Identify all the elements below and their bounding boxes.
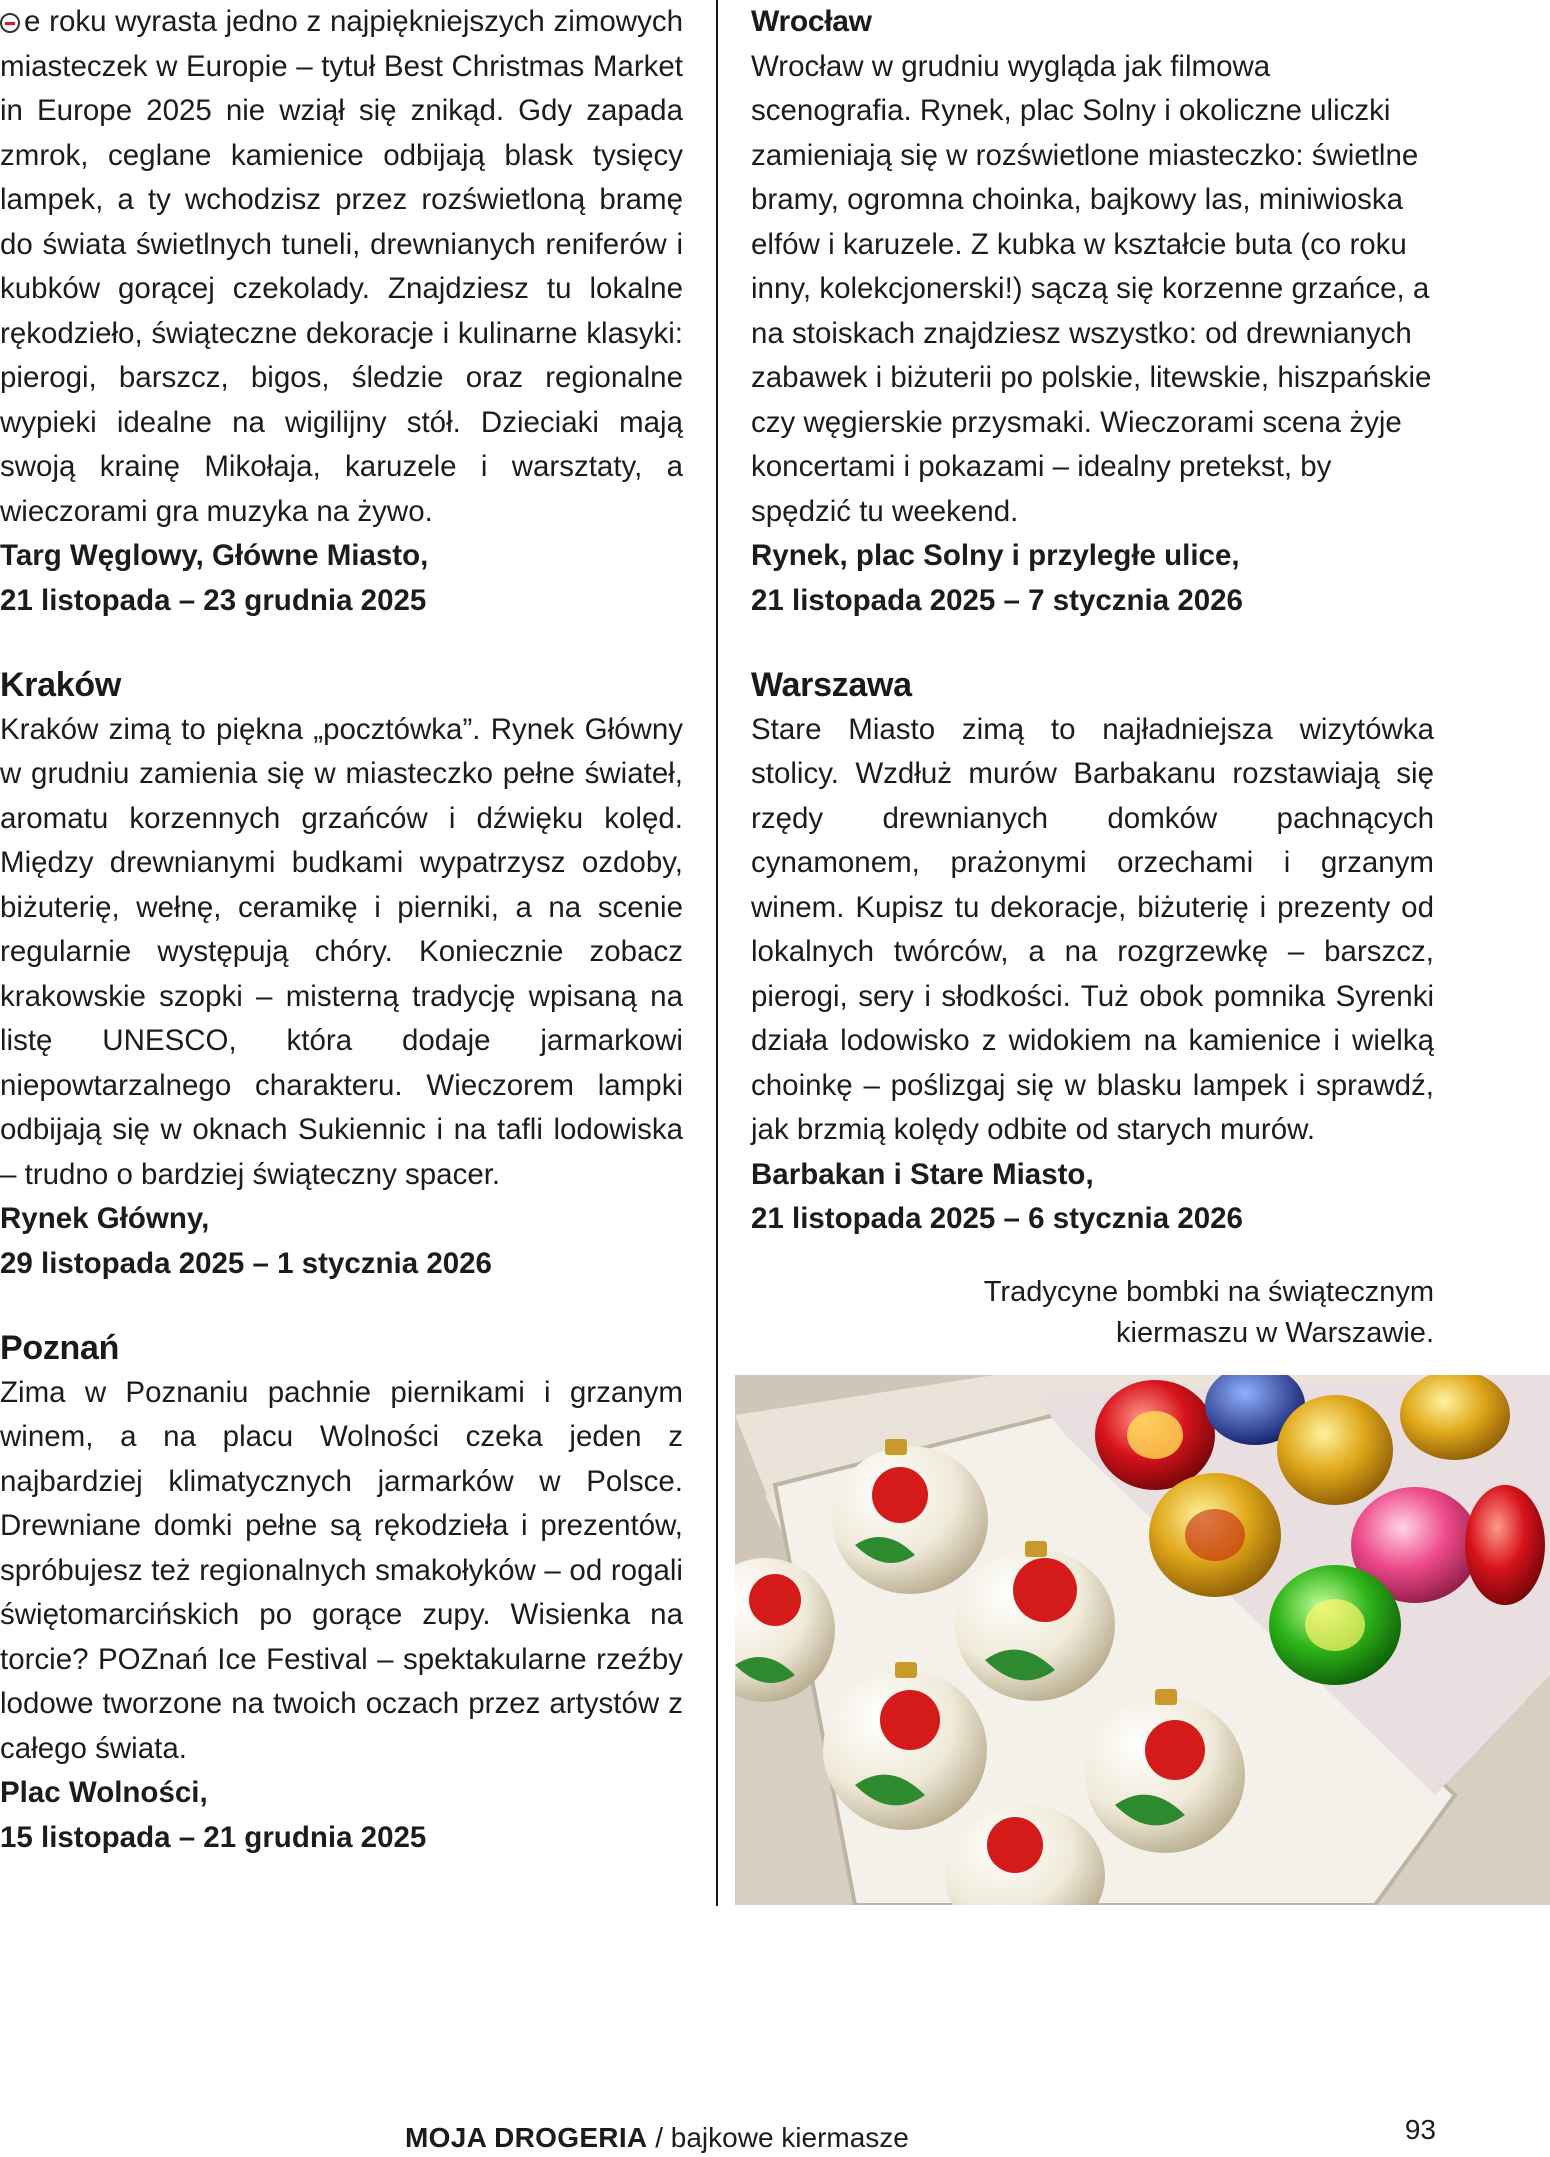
warszawa-heading: Warszawa bbox=[751, 666, 912, 704]
right-column bbox=[751, 0, 1434, 1242]
warszawa-dates: 21 listopada 2025 – 6 stycznia 2026 bbox=[751, 1202, 1243, 1235]
warszawa-paragraph: Stare Miasto zimą to najładniejsza wizytówka stolicy. Wzdłuż murów Barbakanu rozstawiają się rzędy drewnianych domków pachnących cynamonem, prażonymi orzechami i grzanym winem. Kupisz tu dekoracje, biżuterię i prezenty od lokalnych twórców, a na rozgrzewkę – barszcz, pierogi, sery i słodkości. Tuż obok pomnika Syrenki działa lodowisko z widokiem na kamienice i wielką choinkę – poślizgaj się w blasku lampek i sprawdź, jak brzmią kolędy odbite od starych murów. bbox=[751, 712, 1434, 1146]
krakow-heading: Kraków bbox=[0, 666, 122, 704]
photo-caption bbox=[900, 1272, 1434, 1354]
krakow-dates: 29 listopada 2025 – 1 stycznia 2026 bbox=[0, 1246, 492, 1280]
intro-paragraph bbox=[0, 0, 683, 534]
wroclaw-heading: Wrocław bbox=[751, 5, 872, 38]
intro-text: e roku wyrasta jedno z najpiękniejszych zimowych miasteczek w Europie – tytuł Best Christmas Market in Europe 2025 nie wziął się znikąd. Gdy zapada zmrok, ceglane kamienice odbijają blask tysięcy lampek, a ty wchodzisz przez rozświetloną bramę do świata świetlnych tuneli, drewnianych reniferów i kubków gorącej czekolady. Znajdziesz tu lokalne rękodzieło, świąteczne dekoracje i kulinarne klasyki: pierogi, barszcz, bigos, śledzie oraz regionalne wypieki idealne na wigilijny stół. Dzieciaki mają swoją krainę Mikołaja, karuzele i warsztaty, a wieczorami gra muzyka na żywo. bbox=[0, 5, 683, 528]
caption-line-2: kiermaszu w Warszawie. bbox=[1116, 1317, 1434, 1349]
poznan-heading: Poznań bbox=[0, 1329, 120, 1367]
drop-cap-icon bbox=[0, 13, 20, 33]
poznan-dates: 15 listopada – 21 grudnia 2025 bbox=[0, 1820, 427, 1854]
poznan-paragraph: Zima w Poznaniu pachnie piernikami i grzanym winem, a na placu Wolności czeka jeden z najbardziej klimatycznych jarmarków w Polsce. Drewniane domki pełne są rękodzieła i prezentów, spróbujesz też regionalnych smakołyków – od rogali świętomarcińskich po gorące zupy. Wisienka na torcie? POZnań Ice Festival – spektakularne rzeźby lodowe tworzone na twoich oczach przez artystów z całego świata. bbox=[0, 1375, 683, 1765]
wroclaw-place: Rynek, plac Solny i przyległe ulice, bbox=[751, 539, 1240, 572]
left-column bbox=[0, 0, 683, 1860]
intro-place: Targ Węglowy, Główne Miasto, bbox=[0, 539, 429, 572]
krakow-place: Rynek Główny, bbox=[0, 1202, 210, 1235]
baubles-photo bbox=[735, 1375, 1550, 1905]
footer-separator: / bbox=[647, 2122, 671, 2153]
poznan-place: Plac Wolności, bbox=[0, 1776, 208, 1809]
warszawa-place: Barbakan i Stare Miasto, bbox=[751, 1157, 1094, 1191]
intro-dates: 21 listopada – 23 grudnia 2025 bbox=[0, 583, 427, 617]
page-number: 93 bbox=[1404, 2114, 1436, 2145]
column-divider bbox=[716, 0, 718, 1906]
krakow-paragraph: Kraków zimą to piękna „pocztówka”. Rynek Główny w grudniu zamienia się w miasteczko pełne świateł, aromatu korzennych grzańców i dźwięku kolęd. Między drewnianymi budkami wypatrzysz ozdoby, biżuterię, wełnę, ceramikę i pierniki, a na scenie regularnie występują chóry. Koniecznie zobacz krakowskie szopki – misterną tradycję wpisaną na listę UNESCO, która dodaje jarmarkowi niepowtarzalnego charakteru. Wieczorem lampki odbijają się w oknach Sukiennic i na tafli lodowiska – trudno o bardziej świąteczny spacer. bbox=[0, 712, 683, 1191]
wroclaw-paragraph: Wrocław w grudniu wygląda jak filmowa scenografia. Rynek, plac Solny i okoliczne uliczki zamieniają się w rozświetlone miasteczko: świetlne bramy, ogromna choinka, bajkowy las, miniwioska elfów i karuzele. Z kubka w kształcie buta (co roku inny, kolekcjonerski!) sączą się korzenne grzańce, a na stoiskach znajdziesz wszystko: od drewnianych zabawek i biżuterii po polskie, litewskie, hiszpańskie czy węgierskie przysmaki. Wieczorami scena żyje koncertami i pokazami – idealny pretekst, by spędzić tu weekend. bbox=[751, 49, 1432, 528]
wroclaw-dates: 21 listopada 2025 – 7 stycznia 2026 bbox=[751, 583, 1243, 617]
footer-brand: MOJA DROGERIA bbox=[405, 2122, 648, 2153]
footer-section: bajkowe kiermasze bbox=[670, 2122, 909, 2153]
page-footer bbox=[405, 2120, 1105, 2156]
baubles-illustration bbox=[735, 1375, 1550, 1905]
caption-line-1: Tradycyne bombki na świątecznym bbox=[983, 1276, 1434, 1308]
